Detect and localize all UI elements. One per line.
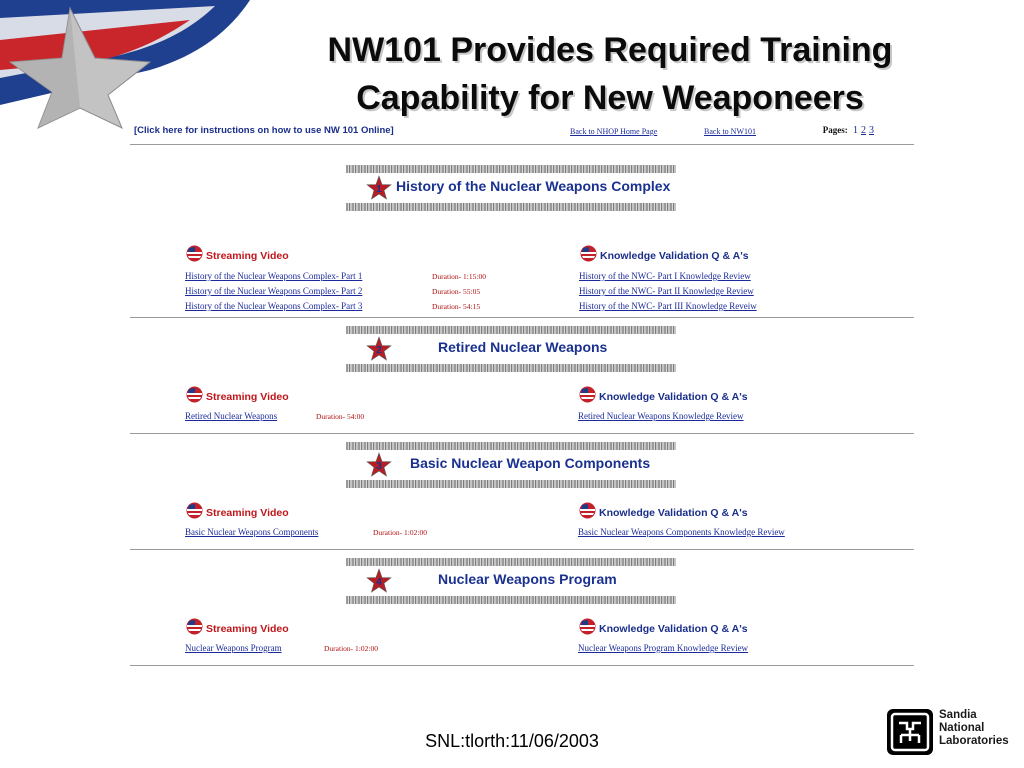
video-duration: Duration- 54:00	[316, 412, 365, 421]
slide-title-line-1: NW101 Provides Required Training	[327, 31, 893, 69]
knowledge-review-link[interactable]: History of the NWC- Part I Knowledge Review	[579, 271, 751, 281]
section-banner	[346, 165, 676, 211]
knowledge-validation-heading: Knowledge Validation Q & A's	[579, 502, 748, 519]
video-link[interactable]: Retired Nuclear Weapons	[185, 411, 278, 421]
video-link[interactable]: Basic Nuclear Weapons Components	[185, 527, 319, 537]
streaming-video-heading: Streaming Video	[186, 245, 289, 262]
flag-icon	[186, 245, 203, 262]
section-retired-weapons	[130, 318, 914, 434]
section-number-star-icon	[366, 452, 392, 478]
svg-text:4: 4	[376, 577, 382, 588]
instructions-link[interactable]: [Click here for instructions on how to use NW 101 Online]	[134, 125, 394, 136]
flag-icon	[186, 618, 203, 635]
section-number-star-icon	[366, 175, 392, 201]
video-duration: Duration- 1:02:00	[373, 528, 427, 537]
video-link[interactable]: History of the Nuclear Weapons Complex- Part 1	[185, 271, 363, 281]
section-banner	[346, 442, 676, 488]
knowledge-review-link[interactable]: History of the NWC- Part III Knowledge Reveiw	[579, 301, 757, 311]
flag-icon	[579, 618, 596, 635]
flag-icon	[186, 502, 203, 519]
video-duration: Duration- 1:02:00	[324, 644, 378, 653]
banner-strip	[346, 364, 676, 372]
video-link[interactable]: History of the Nuclear Weapons Complex- Part 3	[185, 301, 363, 311]
banner-strip	[346, 203, 676, 211]
section-title[interactable]: History of the Nuclear Weapons Complex	[396, 178, 671, 194]
section-banner	[346, 326, 676, 372]
svg-text:1: 1	[376, 184, 382, 195]
flag-icon	[580, 245, 597, 262]
banner-strip	[346, 442, 676, 450]
section-basic-components	[130, 434, 914, 550]
banner-strip	[346, 165, 676, 173]
video-link[interactable]: History of the Nuclear Weapons Complex- Part 2	[185, 286, 363, 296]
svg-text:2: 2	[376, 345, 382, 356]
knowledge-review-link[interactable]: History of the NWC- Part II Knowledge Review	[579, 286, 754, 296]
knowledge-review-link[interactable]: Retired Nuclear Weapons Knowledge Review	[578, 411, 744, 421]
video-duration: Duration- 54:15	[432, 302, 481, 311]
flag-icon	[579, 502, 596, 519]
flag-icon	[579, 386, 596, 403]
slide-footer: SNL:tlorth:11/06/2003	[425, 731, 599, 751]
section-banner	[346, 558, 676, 604]
slide-title	[230, 26, 990, 122]
banner-strip	[346, 326, 676, 334]
flag-icon	[186, 386, 203, 403]
knowledge-validation-heading: Knowledge Validation Q & A's	[579, 386, 748, 403]
back-to-nhop-home-link[interactable]: Back to NHOP Home Page	[570, 127, 658, 136]
nw101-online-page	[130, 122, 914, 666]
sandia-logo	[887, 707, 1017, 757]
streaming-video-heading: Streaming Video	[186, 618, 289, 635]
video-duration: Duration- 1:15:00	[432, 272, 486, 281]
sandia-wordmark: Sandia National Laboratories	[939, 709, 1009, 747]
page-selector	[823, 125, 874, 136]
page-link-1[interactable]: 1	[853, 125, 858, 136]
corner-star-decoration	[0, 0, 260, 130]
section-title[interactable]: Nuclear Weapons Program	[438, 571, 617, 587]
knowledge-review-link[interactable]: Nuclear Weapons Program Knowledge Review	[578, 643, 749, 653]
back-to-nw101-link[interactable]: Back to NW101	[704, 127, 756, 136]
slide-title-line-2: Capability for New Weaponeers	[356, 79, 864, 117]
banner-strip	[346, 596, 676, 604]
section-history	[130, 145, 914, 318]
banner-strip	[346, 480, 676, 488]
section-title[interactable]: Basic Nuclear Weapon Components	[410, 455, 651, 471]
knowledge-validation-heading: Knowledge Validation Q & A's	[579, 618, 748, 635]
knowledge-validation-heading: Knowledge Validation Q & A's	[580, 245, 749, 262]
section-number-star-icon	[366, 568, 392, 594]
section-title[interactable]: Retired Nuclear Weapons	[438, 339, 608, 355]
section-number-star-icon	[366, 336, 392, 362]
page-link-3[interactable]: 3	[869, 125, 874, 136]
section-weapons-program	[130, 550, 914, 666]
pages-label: Pages:	[822, 125, 848, 135]
svg-text:3: 3	[376, 461, 382, 472]
video-duration: Duration- 55:05	[432, 287, 481, 296]
video-link[interactable]: Nuclear Weapons Program	[185, 643, 282, 653]
banner-strip	[346, 558, 676, 566]
page-link-2[interactable]: 2	[861, 125, 866, 136]
page-top-bar	[130, 122, 914, 145]
streaming-video-heading: Streaming Video	[186, 386, 289, 403]
knowledge-review-link[interactable]: Basic Nuclear Weapons Components Knowledge Review	[578, 527, 785, 537]
sandia-thunderbird-icon	[887, 709, 933, 755]
streaming-video-heading: Streaming Video	[186, 502, 289, 519]
